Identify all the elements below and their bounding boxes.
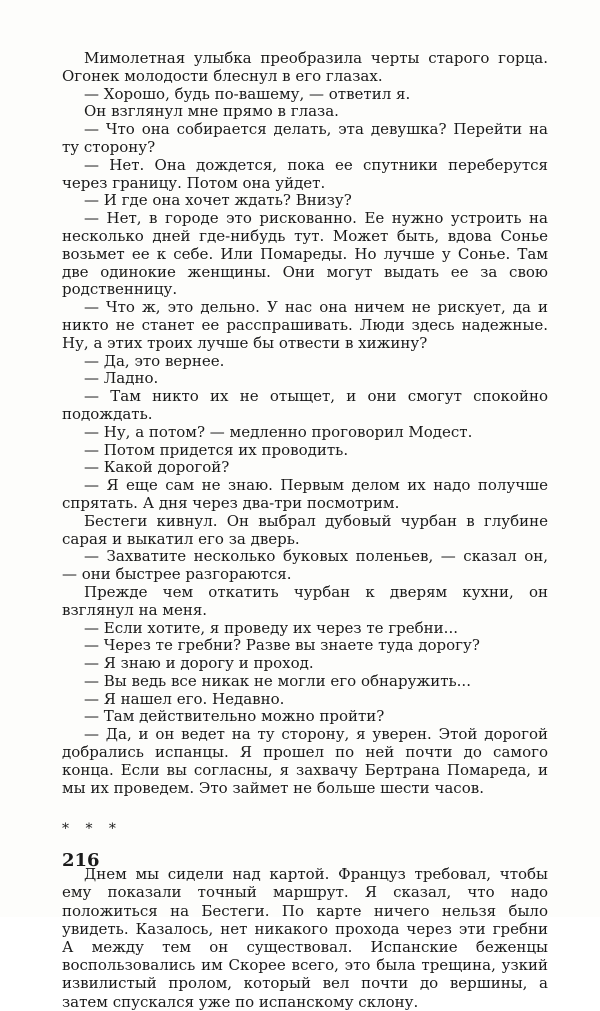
paragraph: — Вы ведь все никак не могли его обнаружить... [84,671,471,690]
paragraph: — Хорошо, будь по-вашему, — ответил я. [84,84,411,103]
paragraph: — Там никто их не отыщет, и они смогут спокойно подождать. [62,387,548,423]
paragraph: — Там действительно можно пройти? [84,707,385,726]
section-one [62,50,548,797]
section-two [62,865,548,1011]
paragraph: — Что она собирается делать, эта девушка? Перейти на ту сторону? [62,120,548,156]
paragraph: — Я еще сам не знаю. Первым делом их надо получше спрятать. А дня через два-три посмотрим. [62,476,548,512]
section-separator: * * * [62,821,122,838]
paragraph: — Ладно. [84,369,159,388]
paragraph: — Через те гребни? Разве вы знаете туда дорогу? [84,636,480,655]
paragraph: Бестеги кивнул. Он выбрал дубовый чурбан в глубине сарая и выкатил его за дверь. [62,511,548,548]
paragraph: — Да, и он ведет на ту сторону, я уверен. Этой дорогой добрались испанцы. Я прошел по ней почти до самого конца. Если вы согласны, я захвачу Бертрана Помареда, и мы их проведем. Это займет не больше шести часов. [62,725,548,797]
paragraph: — И где она хочет ждать? Внизу? [84,191,352,210]
paragraph: — Что ж, это дельно. У нас она ничем не рискует, да и никто не станет ее расспрашивать. Люди здесь надежные. Ну, а этих троих лучше бы отвести в хижину? [62,298,548,352]
paragraph: — Если хотите, я проведу их через те гребни... [84,618,458,637]
page-number: 216 [62,850,100,871]
paragraph: — Да, это вернее. [84,351,225,370]
paragraph: — Я нашел его. Недавно. [84,689,285,708]
paragraph: Он взглянул мне прямо в глаза. [84,102,339,121]
paragraph: — Ну, а потом? — медленно проговорил Модест. [84,422,473,441]
paragraph: Днем мы сидели над картой. Француз требовал, чтобы ему показали точный маршрут. Я сказал, что надо положиться на Бестеги. По карте ничего нельзя было увидеть. Казалось, нет никакого прохода через эти гребни А между тем он существовал. Испанские беженцы воспользовались им Скорее всего, это была трещина, узкий извилистый пролом, который вел почти до вершины, а затем спускался уже по испанскому склону. [62,865,548,1011]
paragraph: — Захватите несколько буковых поленьев, — сказал он, — они быстрее разгораются. [62,547,548,584]
paragraph: Мимолетная улыбка преобразила черты старого горца. Огонек молодости блеснул в его глазах. [62,49,548,85]
paragraph: — Нет, в городе это рискованно. Ее нужно устроить на несколько дней где-нибудь тут. Может быть, вдова Сонье возьмет ее к себе. Или Помареды. Но лучше у Сонье. Там две одинокие женщины. Они могут выдать ее за свою родственницу. [62,209,548,299]
paragraph: — Я знаю и дорогу и проход. [84,654,314,673]
paragraph: — Нет. Она дождется, пока ее спутники переберутся через границу. Потом она уйдет. [62,155,548,192]
paragraph: — Какой дорогой? [84,458,230,477]
page-text [62,50,548,1011]
paragraph: Прежде чем откатить чурбан к дверям кухни, он взглянул на меня. [62,582,548,619]
paragraph: — Потом придется их проводить. [84,440,349,459]
